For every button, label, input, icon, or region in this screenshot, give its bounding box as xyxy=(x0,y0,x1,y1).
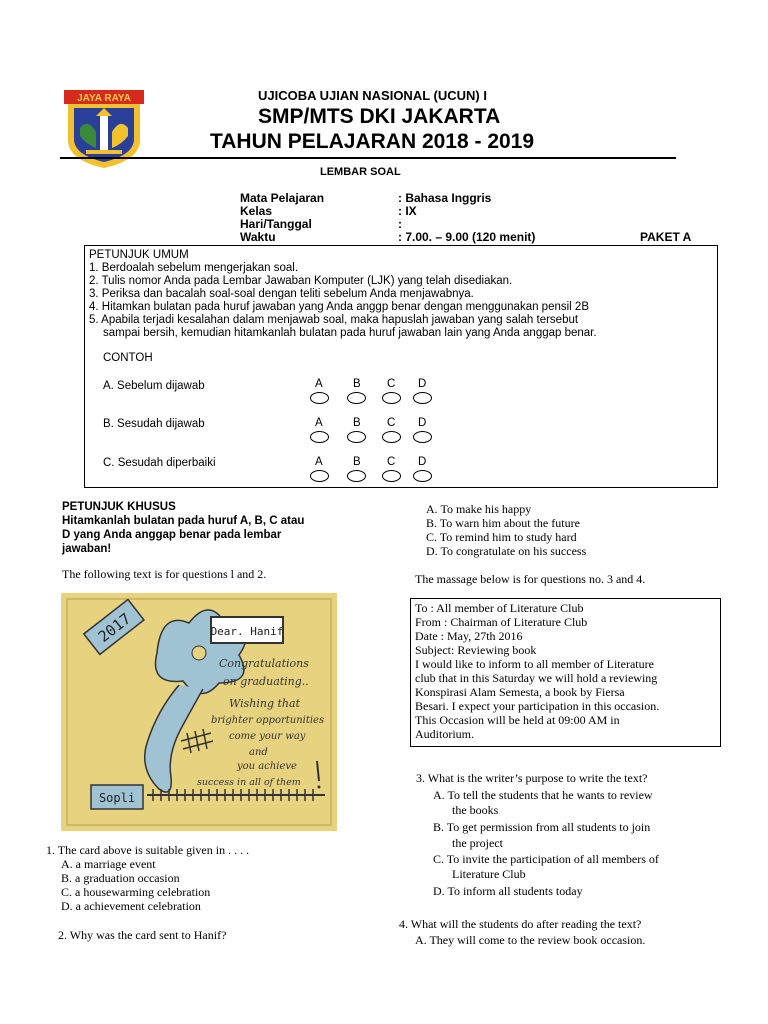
card-recipient: Dear. Hanif xyxy=(210,625,284,638)
example-label: B. Sesudah dijawab xyxy=(103,418,205,430)
message-line: Konspirasi Alam Semesta, a book by Fiersa xyxy=(415,685,625,699)
example-label: C. Sesudah diperbaiki xyxy=(103,457,216,469)
q3-option-b: B. To get permission from all students to join xyxy=(433,820,651,834)
question-2: 2. Why was the card sent to Hanif? xyxy=(58,928,227,942)
message-line: Auditorium. xyxy=(415,727,474,741)
exam-title: UJICOBA UJIAN NASIONAL (UCUN) I xyxy=(258,88,487,103)
q2-option-c: C. To remind him to study hard xyxy=(426,530,577,544)
option-letter: A xyxy=(315,417,323,429)
q2-option-a: A. To make his happy xyxy=(426,502,532,516)
instruction-item: 2. Tulis nomor Anda pada Lembar Jawaban Komputer (LJK) yang telah disediakan. xyxy=(89,275,513,287)
card-line: brighter opportunities xyxy=(211,715,325,726)
q4-option-a: A. They will come to the review book occasion. xyxy=(415,933,646,947)
q1-option-a: A. a marriage event xyxy=(61,857,156,871)
option-letter: B xyxy=(353,417,361,429)
meta-label-class: Kelas xyxy=(240,204,273,218)
option-letter: A xyxy=(315,378,323,390)
card-line: success in all of them xyxy=(197,777,301,788)
answer-bubble xyxy=(347,431,366,443)
example-label: A. Sebelum dijawab xyxy=(103,380,205,392)
greeting-card-image xyxy=(61,593,337,831)
answer-bubble xyxy=(382,392,401,404)
q1-option-b: B. a graduation occasion xyxy=(61,871,180,885)
meta-value-date: : xyxy=(398,217,402,231)
text-intro-q1-2: The following text is for questions l and 2. xyxy=(62,567,267,581)
question-4: 4. What will the students do after reading the text? xyxy=(399,917,642,931)
message-line: Besari. I expect your participation in this occasion. xyxy=(415,699,660,713)
option-letter: B xyxy=(353,456,361,468)
q3-option-a: A. To tell the students that he wants to review xyxy=(433,788,653,802)
q2-option-b: B. To warn him about the future xyxy=(426,516,580,530)
message-line: Subject: Reviewing book xyxy=(415,643,537,657)
message-line: From : Chairman of Literature Club xyxy=(415,615,588,629)
message-line: club that in this Saturday we will hold a reviewing xyxy=(415,671,658,685)
meta-value-time: : 7.00. – 9.00 (120 menit) xyxy=(398,230,536,244)
q3-option-b-cont: the project xyxy=(452,836,503,850)
option-letter: C xyxy=(387,456,396,468)
instruction-item: 3. Periksa dan bacalah soal-soal dengan teliti sebelum Anda menjawabnya. xyxy=(89,288,474,300)
year-title: TAHUN PELAJARAN 2018 - 2019 xyxy=(210,130,535,153)
card-sender: Sopli xyxy=(98,791,136,805)
q1-option-d: D. a achievement celebration xyxy=(61,899,201,913)
card-line: come your way xyxy=(229,731,306,742)
option-letter: C xyxy=(387,417,396,429)
card-year: 2017 xyxy=(94,609,135,646)
answer-bubble xyxy=(347,470,366,482)
option-letter: D xyxy=(418,378,427,390)
message-line: This Occasion will be held at 09:00 AM in xyxy=(415,713,620,727)
instruction-item: sampai bersih, kemudian hitamkanlah bulatan pada huruf jawaban lain yang Anda anggap benar. xyxy=(103,327,597,339)
option-letter: C xyxy=(387,378,396,390)
instruction-item: 5. Apabila terjadi kesalahan dalam menjawab soal, maka hapuslah jawaban yang salah tersebut xyxy=(89,314,579,326)
sheet-title: LEMBAR SOAL xyxy=(320,166,401,178)
answer-bubble xyxy=(382,431,401,443)
answer-bubble xyxy=(310,431,329,443)
q3-option-a-cont: the books xyxy=(452,803,499,817)
specific-instructions-line: D yang Anda anggap benar pada lembar xyxy=(62,529,282,541)
answer-bubble xyxy=(382,470,401,482)
meta-value-subject: : Bahasa Inggris xyxy=(398,191,492,205)
answer-bubble xyxy=(413,431,432,443)
option-letter: D xyxy=(418,417,427,429)
question-1: 1. The card above is suitable given in . . . . xyxy=(46,843,250,857)
q1-option-c: C. a housewarming celebration xyxy=(61,885,211,899)
q3-option-c: C. To invite the participation of all members of xyxy=(433,852,659,866)
message-line: I would like to inform to all member of Literature xyxy=(415,657,654,671)
specific-instructions-line: jawaban! xyxy=(62,543,112,555)
option-letter: B xyxy=(353,378,361,390)
general-instructions-title: PETUNJUK UMUM xyxy=(89,249,189,261)
message-line: Date : May, 27th 2016 xyxy=(415,629,523,643)
answer-bubble xyxy=(413,392,432,404)
answer-bubble xyxy=(347,392,366,404)
option-letter: A xyxy=(315,456,323,468)
card-line: you achieve xyxy=(237,761,297,772)
q3-option-c-cont: Literature Club xyxy=(452,867,526,881)
answer-bubble xyxy=(310,470,329,482)
specific-instructions-title: PETUNJUK KHUSUS xyxy=(62,501,176,513)
card-line: Congratulations xyxy=(219,657,309,670)
instruction-item: 4. Hitamkan bulatan pada huruf jawaban yang Anda anggp benar dengan menggunakan pensil 2B xyxy=(89,301,589,313)
logo-text: JAYA RAYA xyxy=(77,93,131,104)
specific-instructions-line: Hitamkanlah bulatan pada huruf A, B, C atau xyxy=(62,515,305,527)
card-line: Wishing that xyxy=(229,697,300,710)
text-intro-q3-4: The massage below is for questions no. 3 and 4. xyxy=(415,572,646,586)
message-line: To : All member of Literature Club xyxy=(415,601,584,615)
option-letter: D xyxy=(418,456,427,468)
school-title: SMP/MTS DKI JAKARTA xyxy=(258,105,501,128)
meta-label-time: Waktu xyxy=(240,230,276,244)
paket-label: PAKET A xyxy=(640,230,692,244)
answer-bubble xyxy=(413,470,432,482)
meta-value-class: : IX xyxy=(398,204,417,218)
q3-option-d: D. To inform all students today xyxy=(433,884,583,898)
header-divider xyxy=(60,157,676,159)
example-title: CONTOH xyxy=(103,352,153,364)
meta-label-subject: Mata Pelajaran xyxy=(240,191,325,205)
q2-option-d: D. To congratulate on his success xyxy=(426,544,587,558)
instruction-item: 1. Berdoalah sebelum mengerjakan soal. xyxy=(89,262,299,274)
card-line: on graduating.. xyxy=(223,675,309,688)
meta-label-date: Hari/Tanggal xyxy=(240,217,312,231)
card-line: and xyxy=(249,747,268,758)
answer-bubble xyxy=(310,392,329,404)
question-3: 3. What is the writer’s purpose to write the text? xyxy=(416,771,648,785)
